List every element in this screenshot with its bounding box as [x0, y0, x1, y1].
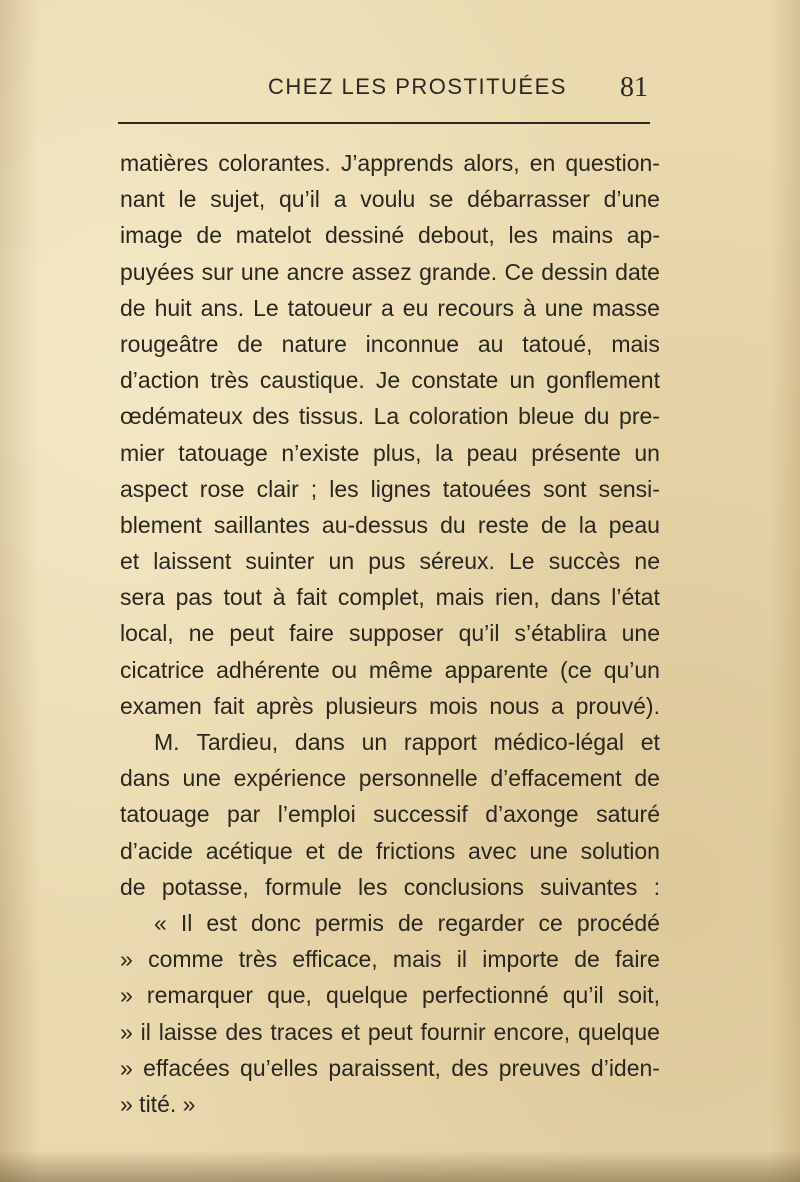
word: de — [196, 222, 222, 249]
text-line — [120, 652, 660, 688]
word: procédé — [576, 909, 660, 936]
page-header — [0, 74, 800, 114]
word: une — [529, 837, 568, 864]
word: saturé — [596, 801, 660, 828]
word: matelot — [235, 222, 312, 249]
word: ne — [634, 548, 660, 575]
word: peut — [229, 620, 275, 647]
word: s’établira — [514, 620, 607, 647]
word: un — [361, 729, 388, 755]
word: suinter — [245, 548, 315, 575]
text-line — [120, 145, 660, 181]
word: pas — [175, 584, 213, 611]
word: fait — [213, 692, 245, 719]
word: médico-légal — [493, 729, 624, 755]
word: ancre — [286, 258, 345, 285]
word: complet, — [337, 584, 425, 611]
word: séreux. — [419, 548, 495, 575]
word: d’iden- — [590, 1054, 660, 1081]
text-line — [120, 905, 660, 941]
word: et — [640, 729, 660, 755]
word: ; — [310, 475, 318, 502]
text-line — [120, 362, 660, 398]
word: d’une — [603, 186, 660, 213]
text-line — [120, 181, 660, 217]
word: sensi- — [598, 475, 660, 502]
word: prouvé). — [575, 692, 660, 719]
word: a — [333, 186, 347, 213]
word: un — [328, 548, 355, 575]
word: des — [225, 1018, 263, 1045]
word: une — [182, 765, 221, 792]
word: qu’un — [603, 656, 660, 683]
word: image — [120, 222, 183, 249]
word: puyées — [120, 258, 195, 285]
word: question- — [565, 150, 660, 176]
word: saillantes — [213, 511, 310, 538]
word: de — [397, 909, 424, 936]
word: remarquer — [146, 982, 254, 1009]
word: de — [120, 294, 146, 321]
word: très — [238, 946, 278, 973]
word: et — [340, 1018, 360, 1045]
word: blement — [120, 511, 202, 538]
word: rougeâtre — [120, 330, 219, 357]
text-line — [120, 326, 660, 362]
word: « — [154, 909, 167, 936]
word: M. — [154, 729, 180, 755]
word: de — [237, 330, 263, 357]
word: d’acide — [120, 837, 193, 864]
word: sujet, — [210, 186, 266, 213]
word: a — [381, 294, 394, 321]
word: huit — [154, 294, 192, 321]
text-line — [120, 688, 660, 724]
word: mais — [392, 946, 442, 973]
page-edge-shadow — [0, 1150, 800, 1182]
word: rose — [199, 475, 245, 502]
word: Ce — [504, 258, 534, 285]
word: suivantes — [540, 873, 638, 900]
word: d’effacement — [490, 765, 622, 792]
word: traces — [270, 1018, 333, 1045]
word: qu’il — [458, 620, 500, 647]
word: plus, — [372, 439, 422, 466]
word: Il — [180, 909, 193, 936]
word: mois — [429, 692, 478, 719]
word: au — [477, 330, 504, 357]
word: a — [551, 692, 564, 719]
word: le — [178, 186, 197, 213]
word: quelque — [326, 982, 408, 1009]
word: de — [574, 946, 600, 973]
word: est — [206, 909, 238, 936]
word: dans — [550, 584, 601, 611]
word: mais — [611, 330, 660, 357]
word: très — [210, 367, 249, 394]
word: il — [456, 946, 467, 973]
text-line — [120, 507, 660, 543]
word: peau — [466, 439, 518, 466]
word: sera — [120, 584, 165, 611]
text-line — [120, 579, 660, 615]
text-line — [120, 941, 660, 977]
text-line — [120, 760, 660, 796]
word: Le — [509, 548, 535, 575]
word: effacées — [143, 1054, 230, 1081]
word: pus — [368, 548, 406, 575]
word: les — [358, 873, 388, 900]
word: peau — [608, 511, 660, 538]
word: alors, — [463, 150, 520, 176]
word: examen — [120, 692, 202, 719]
text-line: » tité. » — [120, 1090, 196, 1117]
text-line — [120, 1014, 660, 1050]
word: et — [305, 837, 325, 864]
word: regarder — [437, 909, 525, 936]
text-line — [120, 796, 660, 832]
word: donc — [251, 909, 301, 936]
word: (ce — [559, 656, 592, 683]
word: quelque — [578, 1018, 660, 1045]
word: debout, — [417, 222, 495, 249]
word: matières — [120, 150, 209, 176]
word: coloration — [408, 403, 509, 430]
word: ou — [331, 656, 358, 683]
word: » — [120, 982, 133, 1009]
word: » — [120, 1054, 133, 1081]
body-text — [120, 145, 660, 1122]
text-line — [120, 471, 660, 507]
word: perfectionné — [422, 982, 549, 1009]
word: tissus. — [298, 403, 365, 430]
word: sont — [543, 475, 587, 502]
word: expérience — [233, 765, 347, 792]
word: colorantes. — [218, 150, 331, 176]
word: des — [252, 403, 290, 430]
word: grande. — [419, 258, 498, 285]
text-line — [120, 254, 660, 290]
word: ne — [188, 620, 215, 647]
word: qu’il — [562, 982, 604, 1009]
word: qu’il — [279, 186, 320, 213]
word: tatouage — [178, 439, 268, 466]
word: » — [120, 1018, 133, 1045]
word: recours — [437, 294, 515, 321]
word: l’état — [611, 584, 660, 611]
text-line — [120, 435, 660, 471]
text-line — [120, 869, 660, 905]
word: Tardieu, — [196, 729, 279, 755]
word: du — [440, 511, 466, 538]
word: clair — [256, 475, 299, 502]
word: apparente — [444, 656, 549, 683]
word: d’axonge — [485, 801, 579, 828]
word: personnelle — [358, 765, 478, 792]
text-line — [120, 398, 660, 434]
word: tatouage — [120, 801, 210, 828]
word: se — [429, 186, 454, 213]
word: dessiné — [324, 222, 405, 249]
word: acétique — [205, 837, 293, 864]
word: des — [451, 1054, 489, 1081]
word: bleue — [518, 403, 575, 430]
word: débarrasser — [467, 186, 590, 213]
word: formule — [265, 873, 342, 900]
word: mains — [551, 222, 613, 249]
word: faire — [289, 620, 334, 647]
word: eu — [402, 294, 429, 321]
word: ap- — [626, 222, 660, 249]
text-line — [120, 543, 660, 579]
word: à — [272, 584, 286, 611]
word: permis — [314, 909, 384, 936]
word: fournir — [420, 1018, 486, 1045]
word: tout — [223, 584, 262, 611]
word: faire — [615, 946, 660, 973]
word: par — [227, 801, 261, 828]
text-line — [120, 1050, 660, 1086]
word: même — [368, 656, 433, 683]
word: laissent — [153, 548, 232, 575]
word: reste — [477, 511, 529, 538]
word: encore, — [493, 1018, 571, 1045]
word: de — [337, 837, 364, 864]
word: de — [634, 765, 660, 792]
word: efficace, — [292, 946, 378, 973]
word: caustique. — [259, 367, 365, 394]
word: au-dessus — [321, 511, 429, 538]
word: à — [523, 294, 536, 321]
text-line — [120, 724, 660, 760]
word: constate — [411, 367, 499, 394]
word: dessin — [541, 258, 608, 285]
word: ce — [538, 909, 563, 936]
word: tatouées — [442, 475, 532, 502]
word: que, — [267, 982, 312, 1009]
word: un — [634, 439, 660, 466]
word: l’emploi — [277, 801, 356, 828]
word: conclusions — [403, 873, 524, 900]
word: un — [509, 367, 536, 394]
word: la — [435, 439, 453, 466]
word: de — [541, 511, 567, 538]
word: sur — [201, 258, 234, 285]
word: dans — [120, 765, 170, 792]
word: nous — [489, 692, 540, 719]
running-title: CHEZ LES PROSTITUÉES — [268, 74, 567, 99]
word: qu’elles — [240, 1054, 319, 1081]
word: d’action — [120, 367, 200, 394]
word: et — [120, 548, 140, 575]
word: il — [140, 1018, 151, 1045]
word: du — [583, 403, 610, 430]
word: date — [615, 258, 660, 285]
word: fait — [296, 584, 328, 611]
word: solution — [580, 837, 660, 864]
word: inconnue — [365, 330, 460, 357]
word: J’apprends — [340, 150, 454, 176]
word: dans — [294, 729, 345, 755]
word: une — [621, 620, 660, 647]
word: la — [578, 511, 597, 538]
page-number: 81 — [620, 72, 648, 103]
word: assez — [351, 258, 412, 285]
word: voulu — [360, 186, 416, 213]
word: présente — [531, 439, 621, 466]
text-line — [120, 217, 660, 253]
text-line — [120, 833, 660, 869]
word: mais — [435, 584, 485, 611]
word: local, — [120, 620, 174, 647]
text-line — [120, 615, 660, 651]
word: preuves — [498, 1054, 581, 1081]
word: tatoueur — [287, 294, 373, 321]
word: successif — [373, 801, 468, 828]
word: potasse, — [161, 873, 249, 900]
word: La — [373, 403, 400, 430]
word: tatoué, — [522, 330, 593, 357]
word: » — [120, 946, 133, 973]
word: : — [653, 873, 660, 900]
word: œdémateux — [120, 403, 243, 430]
word: n’existe — [281, 439, 360, 466]
word: pre- — [619, 403, 660, 430]
word: gonflement — [546, 367, 660, 394]
word: Le — [253, 294, 279, 321]
word: cicatrice — [120, 656, 205, 683]
word: une — [240, 258, 280, 285]
word: rapport — [403, 729, 477, 755]
word: paraissent, — [328, 1054, 441, 1081]
word: importe — [482, 946, 559, 973]
word: après — [256, 692, 314, 719]
word: nature — [281, 330, 347, 357]
word: ans. — [200, 294, 245, 321]
word: comme — [148, 946, 224, 973]
word: de — [120, 873, 146, 900]
word: les — [508, 222, 538, 249]
word: peut — [367, 1018, 413, 1045]
word: les — [329, 475, 359, 502]
word: supposer — [348, 620, 444, 647]
word: une — [544, 294, 584, 321]
word: laisse — [158, 1018, 218, 1045]
word: lignes — [370, 475, 431, 502]
word: plusieurs — [325, 692, 418, 719]
text-line — [120, 977, 660, 1013]
word: rien, — [495, 584, 540, 611]
word: aspect — [120, 475, 188, 502]
word: en — [529, 150, 556, 176]
word: succès — [548, 548, 621, 575]
word: masse — [592, 294, 660, 321]
header-rule — [118, 122, 650, 124]
text-line — [120, 290, 660, 326]
word: mier — [120, 439, 165, 466]
word: nant — [120, 186, 165, 213]
word: adhérente — [216, 656, 320, 683]
word: avec — [468, 837, 517, 864]
word: Je — [375, 367, 401, 394]
word: frictions — [375, 837, 456, 864]
word: soit, — [617, 982, 660, 1009]
